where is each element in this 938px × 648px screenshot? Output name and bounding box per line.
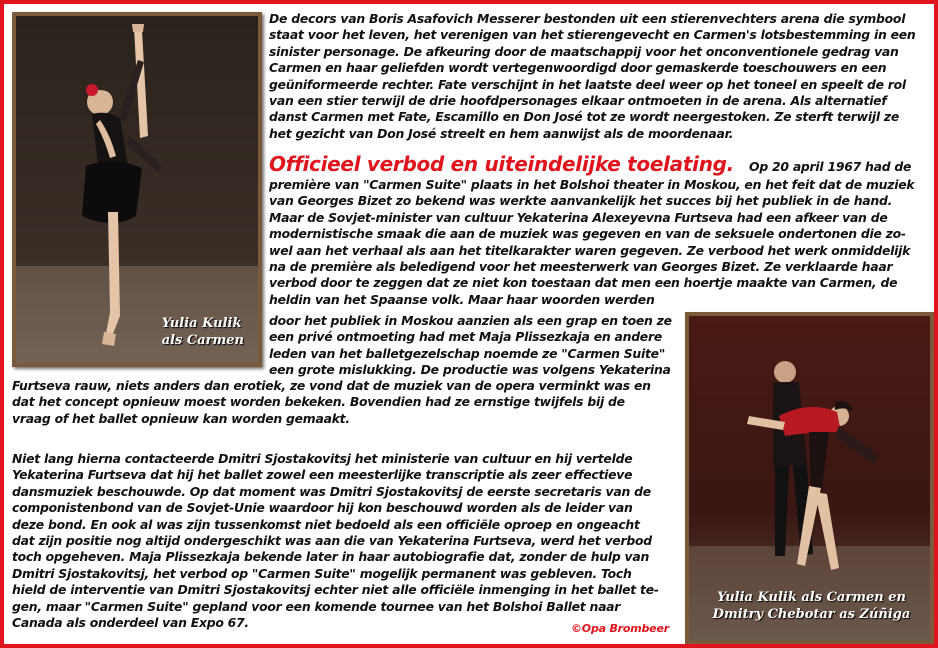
photo-caption: Yulia Kulik als Carmen xyxy=(161,316,244,348)
photo-caption: Yulia Kulik als Carmen en Dmitry Chebotar as Zúñiga xyxy=(712,590,911,622)
photo-kulik-chebotar xyxy=(685,312,934,645)
dancer-photo-image xyxy=(16,16,258,363)
body-paragraph-continued: Furtseva rauw, niets anders dan erotiek, ze vond dat de muziek van de opera verminkt was en dat het concept opnieuw moest worden bekeken. Bovendien had ze ernstige twijfels bij de vraag of het ballet opnieuw kan worden gemaakt. xyxy=(12,378,651,426)
photo-yulia-kulik-carmen xyxy=(12,12,262,367)
section-heading: Officieel verbod en uiteindelijke toelating. xyxy=(269,152,734,176)
section-heading-line xyxy=(269,152,911,176)
copyright-credit: ©Opa Brombeer xyxy=(571,622,669,635)
body-paragraph: première van "Carmen Suite" plaats in het Bolshoi theater in Moskou, en het feit dat de muziek van Georges Bizet zo bekend was werkte aanvankelijk het succes bij het publiek in de hand. Maar de Sovjet-minister van cultuur Yekaterina Alexeyevna Furtseva had een afkeer van de modernistische smaak die aan de muziek was gegeven en van de seksuele ondertonen die zo- wel aan het verhaal als aan het titelkarakter waren gegeven. Ze verbood het werk onmiddelijk na de première als beledigend voor het meesterwerk van Georges Bizet. Ze verklaarde haar verbod door te zeggen dat ze niet kon toestaan dat men een hoertje maakte van Carmen, de heldin van het Spaanse volk. Maar haar woorden werden xyxy=(269,177,915,307)
final-paragraph: Niet lang hierna contacteerde Dmitri Sjostakovitsj het ministerie van cultuur en hij vertelde Yekaterina Furtseva dat hij het ballet zowel een meesterlijke transcriptie als zeer effectieve dansmuziek beschouwde. Op dat moment was Dmitri Sjostakovitsj de eerste secretaris van de componistenbond van de Sovjet-Unie waardoor hij kon beschouwd worden als de leider van deze bond. En ook al was zijn tussenkomst niet bedoeld als een officiële oproep en ongeacht dat zijn positie nog altijd ondergeschikt was aan die van Yekaterina Furtseva, werd het verbod toch opgeheven. Maja Plissezkaja bekende later in haar autobiografie dat, zonder de hulp van Dmitri Sjostakovitsj, het verbod op "Carmen Suite" mogelijk permanent was gebleven. Toch hield de interventie van Dmitri Sjostakovitsj echter niet alle officiële inmenging in het ballet te- gen, maar "Carmen Suite" gepland voor een komende tournee van het Bolshoi Ballet naar Canada als onderdeel van Expo 67. xyxy=(12,451,659,631)
heading-run-in-text: Op 20 april 1967 had de xyxy=(749,159,912,174)
body-paragraph-narrow: door het publiek in Moskou aanzien als een grap en toen ze een privé ontmoeting had met Maja Plissezkaja en andere leden van het balletgezelschap noemde ze "Carmen Suite" een grote mislukking. De productie was volgens Yekaterina xyxy=(269,313,672,378)
intro-paragraph: De decors van Boris Asafovich Messerer bestonden uit een stierenvechters arena die symbool staat voor het leven, het verenigen van het stierengevecht en Carmen's lotsbestemming in een sinister personage. De afkeuring door de maatschappij voor het onconventionele gedrag van Carmen en haar geliefden wordt vertegenwoordigd door gemaskerde toeschouwers en een geüniformeerde rechter. Fate verschijnt in het laatste deel weer op het toneel en speelt de rol van een stier terwijl de drie hoofdpersonages elkaar ontmoeten in de arena. Als alternatief danst Carmen met Fate, Escamillo en Don José tot ze wordt neergestoken. Ze sterft terwijl ze het gezicht van Don José streelt en hem aanwijst als de moordenaar. xyxy=(269,11,916,141)
